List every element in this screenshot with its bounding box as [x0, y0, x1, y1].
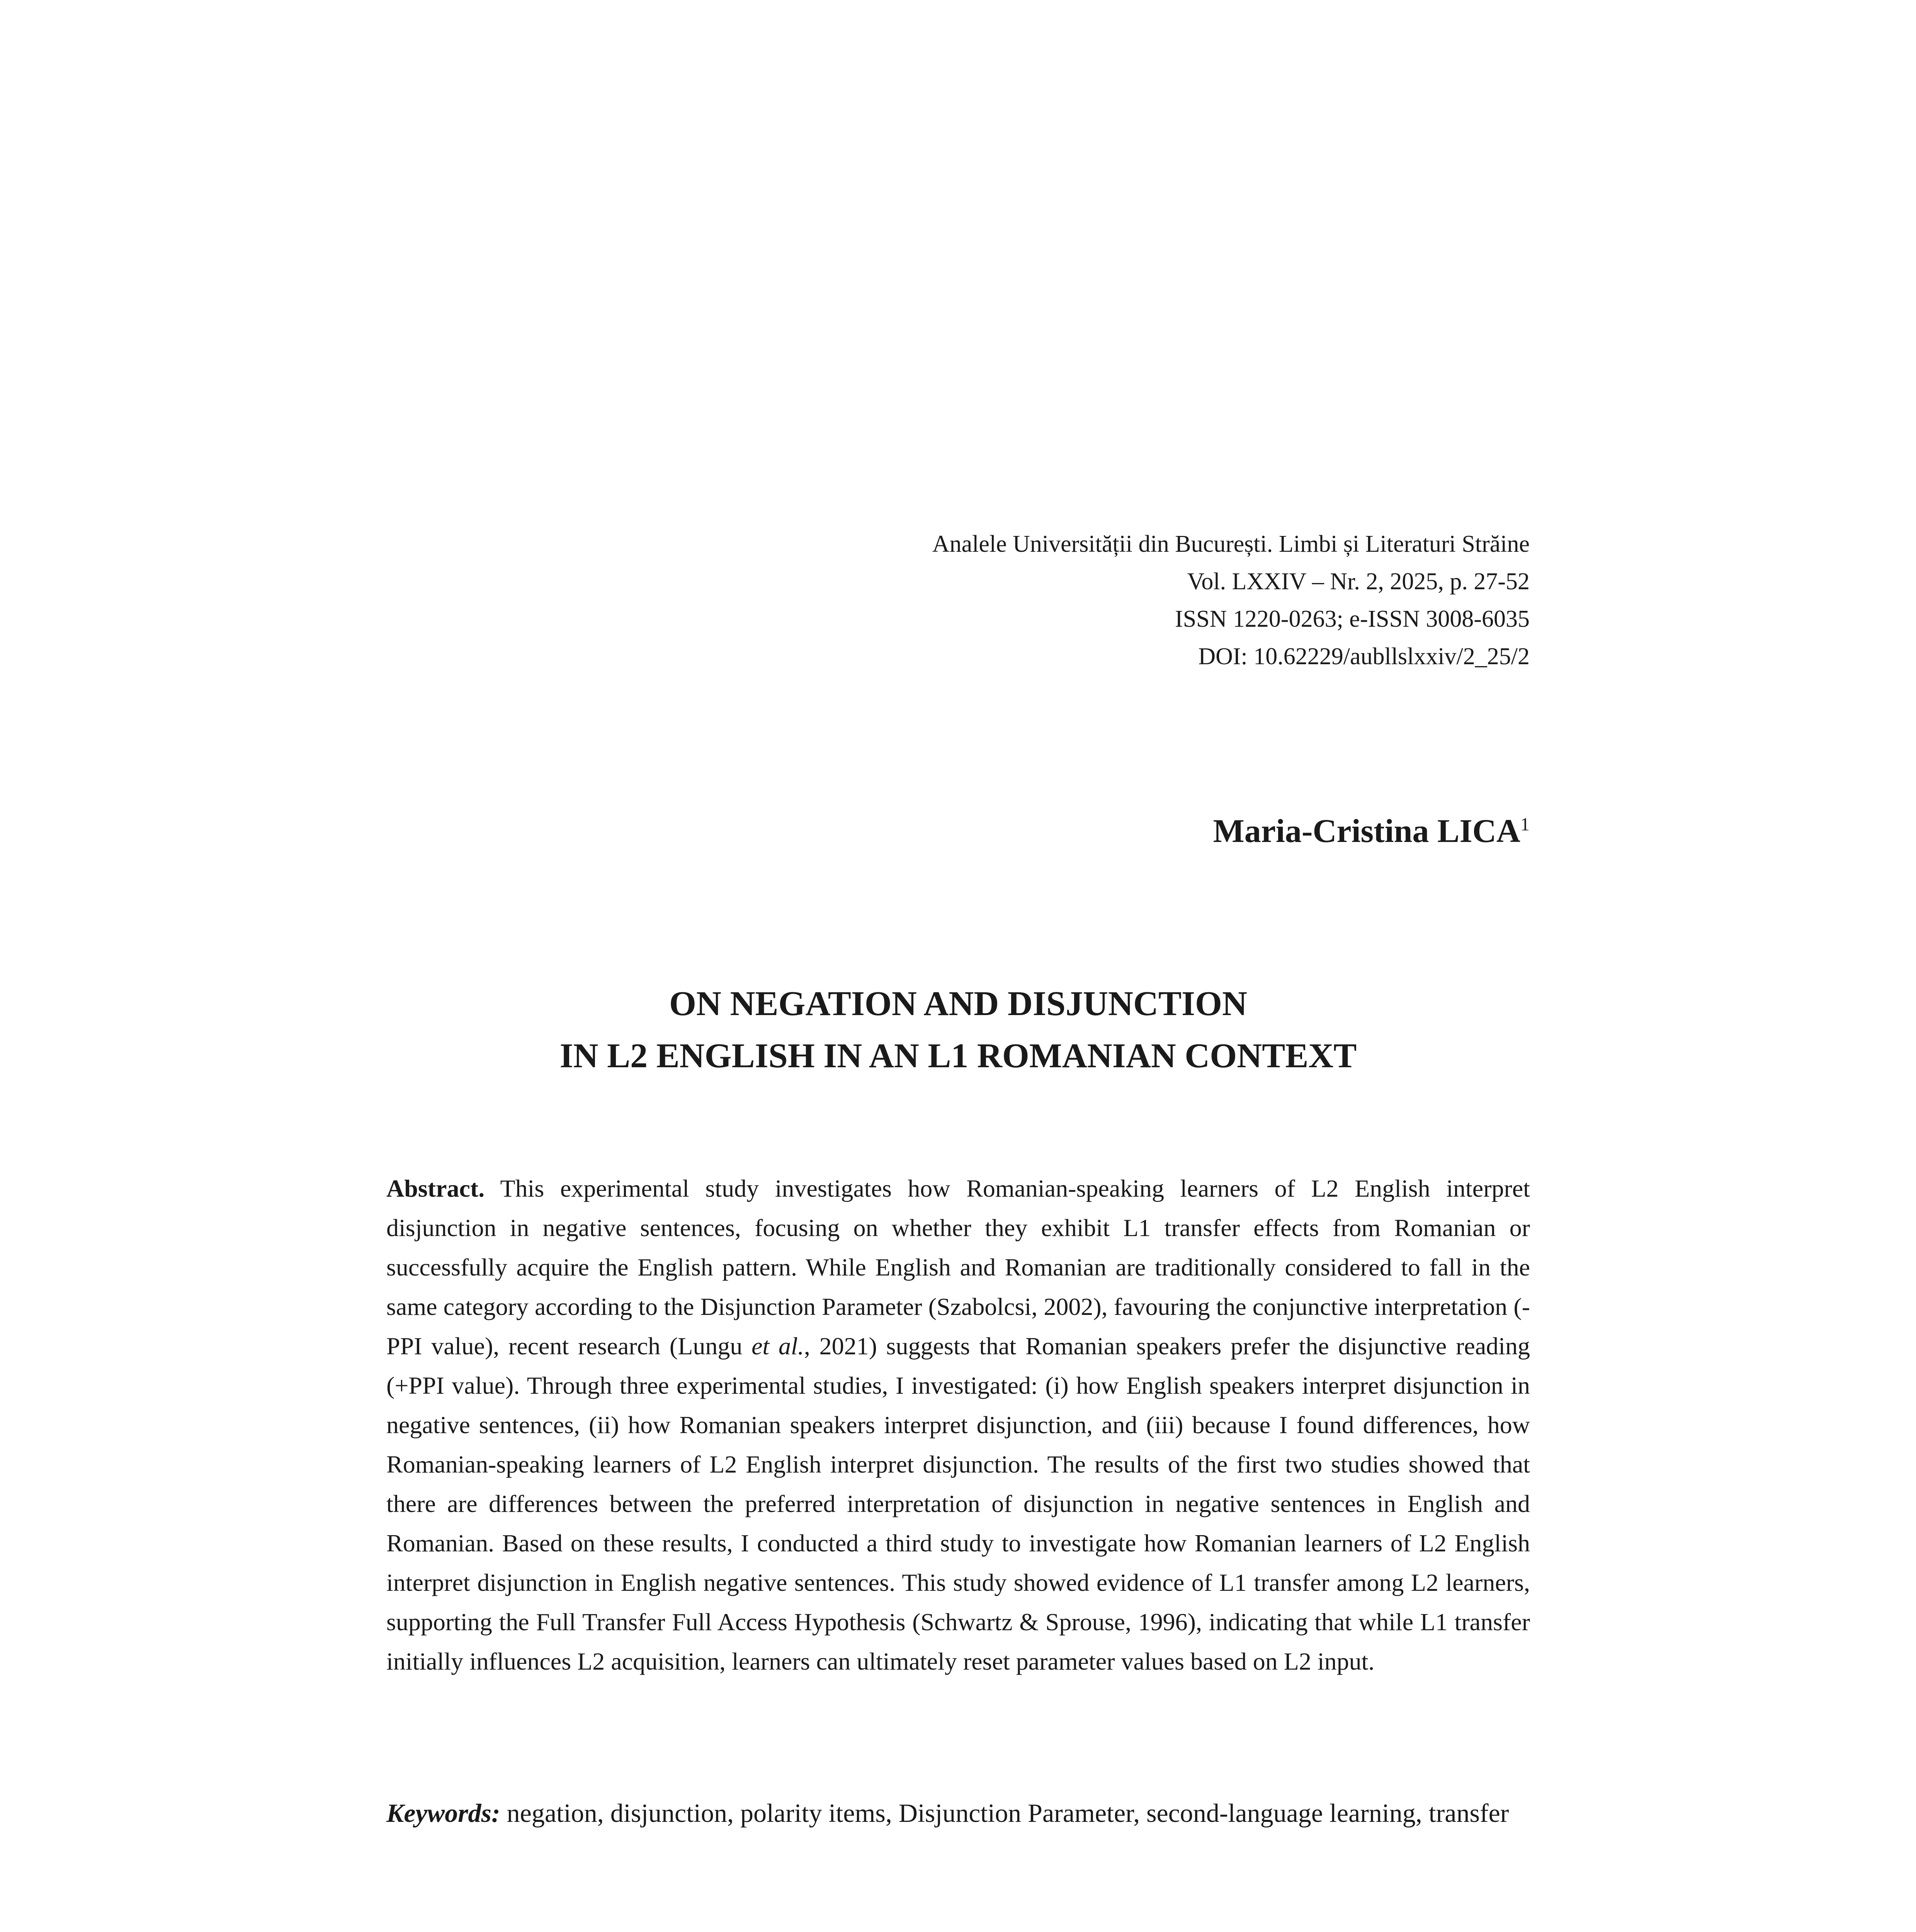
title-line-1: ON NEGATION AND DISJUNCTION — [669, 985, 1248, 1023]
abstract — [386, 1169, 1530, 1681]
keywords-label: Keywords: — [386, 1798, 500, 1828]
author-name: Maria-Cristina LICA — [1213, 812, 1520, 849]
keywords-text: negation, disjunction, polarity items, Disjunction Parameter, second-language learning, transfer — [500, 1798, 1509, 1828]
title-line-2: IN L2 ENGLISH IN AN L1 ROMANIAN CONTEXT — [559, 1037, 1357, 1075]
author-line — [1213, 811, 1530, 850]
journal-name: Analele Universității din București. Limbi și Literaturi Străine — [932, 531, 1530, 557]
journal-header — [525, 526, 1530, 675]
journal-issn: ISSN 1220-0263; e-ISSN 3008-6035 — [1175, 606, 1530, 632]
abstract-label: Abstract. — [386, 1175, 485, 1202]
author-footnote-mark[interactable]: 1 — [1520, 814, 1530, 835]
keywords — [386, 1793, 1530, 1833]
journal-doi: DOI: 10.62229/aubllslxxiv/2_25/2 — [1198, 643, 1530, 670]
abstract-text-a: This experimental study investigates how Romanian-speaking learners of L2 English interpret disjunction in negative sentences, focusing on whether they exhibit L1 transfer effects from Romanian or successfully acquire the English pattern. While English and Romanian are traditionally considered to fall in the same category according to the Disjunction Parameter (Szabolcsi, 2002), favouring the conjunctive interpretation (-PPI value), recent research (Lungu — [386, 1175, 1530, 1360]
journal-volume: Vol. LXXIV – Nr. 2, 2025, p. 27-52 — [1187, 568, 1530, 595]
abstract-text-b: , 2021) suggests that Romanian speakers prefer the disjunctive reading (+PPI value). Through three experimental studies, I investigated: (i) how English speakers interpret disjunction in negative sentences, (ii) how Romanian speakers interpret disjunction, and (iii) because I found differences, how Romanian-speaking learners of L2 English interpret disjunction. The results of the first two studies showed that there are differences between the preferred interpretation of disjunction in negative sentences in English and Romanian. Based on these results, I conducted a third study to investigate how Romanian learners of L2 English interpret disjunction in English negative sentences. This study showed evidence of L1 transfer among L2 learners, supporting the Full Transfer Full Access Hypothesis (Schwartz & Sprouse, 1996), indicating that while L1 transfer initially influences L2 acquisition, learners can ultimately reset parameter values based on L2 input. — [386, 1332, 1530, 1675]
article-title — [386, 978, 1530, 1082]
abstract-et-al: et al. — [751, 1332, 804, 1360]
